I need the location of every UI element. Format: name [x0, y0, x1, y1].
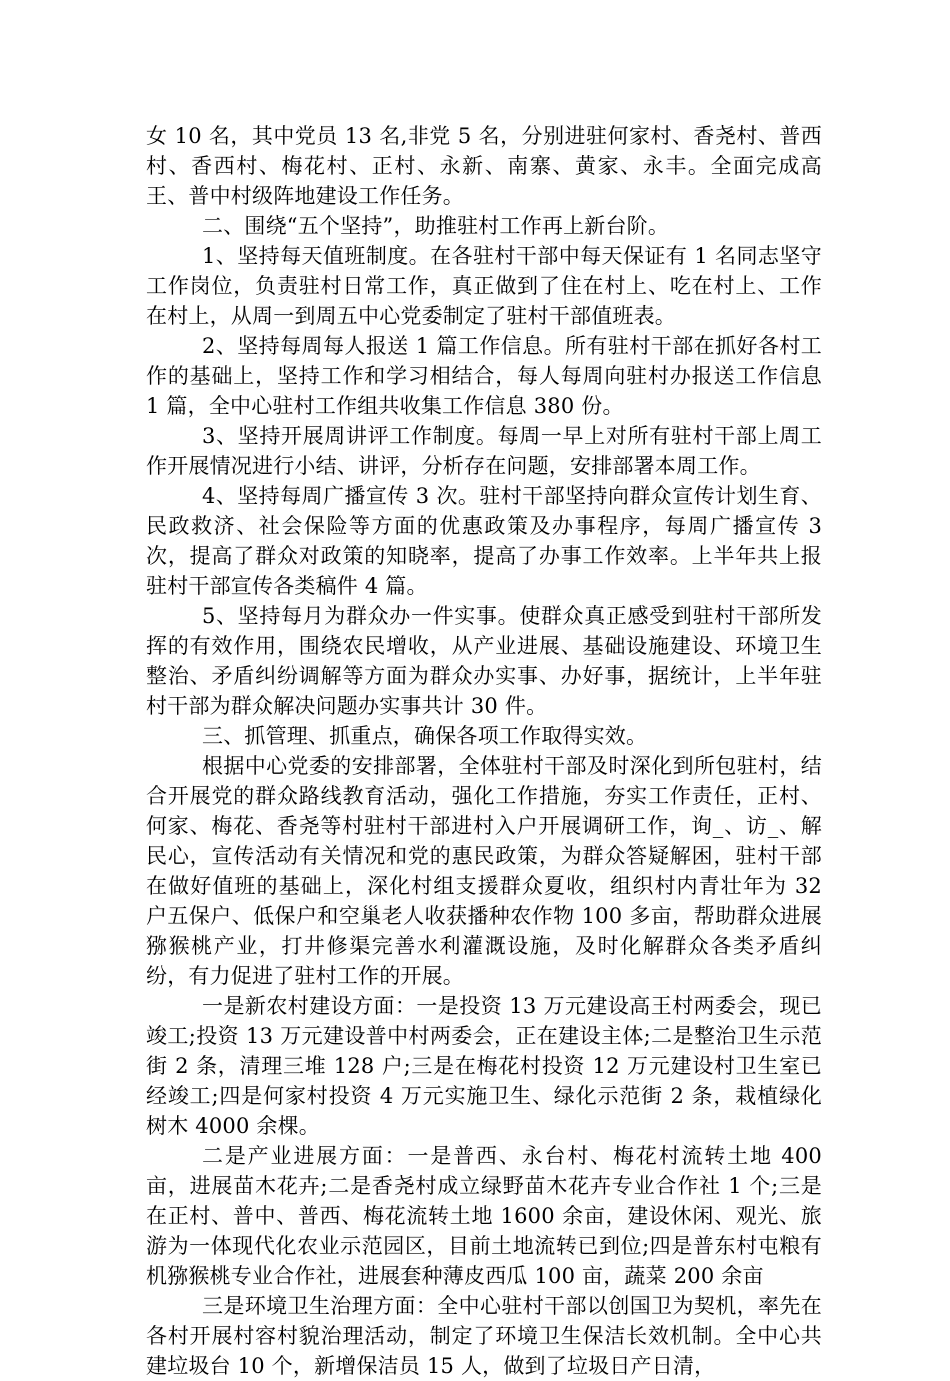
paragraph-environment: 三是环境卫生治理方面：全中心驻村干部以创国卫为契机，率先在各村开展村容村貌治理活动，制定了环境卫生保洁长效机制。全中心共建垃圾台 10 个，新增保洁员 15 人，做到了垃圾日产日清， [146, 1294, 822, 1378]
paragraph-deployment: 根据中心党委的安排部署，全体驻村干部及时深化到所包驻村，结合开展党的群众路线教育活动，强化工作措施，夯实工作责任，正村、何家、梅花、香尧等村驻村干部进村入户开展调研工作，询_、访_、解民心，宣传活动有关情况和党的惠民政策，为群众答疑解困，驻村干部在做好值班的基础上，深化村组支援群众夏收，组织村内青壮年为 32 户五保户、低保户和空巢老人收获播种农作物 100 多亩，帮助群众进展猕猴桃产业，打井修渠完善水利灌溉设施，及时化解群众各类矛盾纠纷，有力促进了驻村工作的开展。 [146, 754, 822, 988]
section-heading-two: 二、围绕“五个坚持”，助推驻村工作再上新台阶。 [202, 214, 670, 238]
paragraph-broadcast: 4、坚持每周广播宣传 3 次。驻村干部坚持向群众宣传计划生育、民政救济、社会保险等方面的优惠政策及办事程序，每周广播宣传 3 次，提高了群众对政策的知晓率，提高了办事工作效率。上半年共上报驻村干部宣传各类稿件 4 篇。 [146, 484, 822, 598]
paragraph-monthly-deed: 5、坚持每月为群众办一件实事。使群众真正感受到驻村干部所发挥的有效作用，围绕农民增收，从产业进展、基础设施建设、环境卫生整治、矛盾纠纷调解等方面为群众办实事、办好事，据统计，上半年驻村干部为群众解决问题办实事共计 30 件。 [146, 604, 822, 718]
paragraph-weekly-review: 3、坚持开展周讲评工作制度。每周一早上对所有驻村干部上周工作开展情况进行小结、讲评，分析存在问题，安排部署本周工作。 [146, 424, 822, 478]
paragraph-industry: 二是产业进展方面：一是普西、永台村、梅花村流转土地 400 亩，进展苗木花卉;二是香尧村成立绿野苗木花卉专业合作社 1 个;三是在正村、普中、普西、梅花流转土地 1600 余亩，建设休闲、观光、旅游为一体现代化农业示范园区，目前土地流转已到位;四是普东村屯粮有机猕猴桃专业合作社，进展套种薄皮西瓜 100 亩，蔬菜 200 余亩 [146, 1144, 822, 1288]
section-heading-three: 三、抓管理、抓重点，确保各项工作取得实效。 [202, 724, 648, 748]
paragraph-new-village: 一是新农村建设方面：一是投资 13 万元建设高王村两委会，现已竣工;投资 13 万元建设普中村两委会，正在建设主体;二是整治卫生示范街 2 条，清理三堆 128 户;三是在梅花村投资 12 万元建设村卫生室已经竣工;四是何家村投资 4 万元实施卫生、绿化示范街 2 条，栽植绿化树木 4000 余棵。 [146, 994, 822, 1138]
paragraph-duty-system: 1、坚持每天值班制度。在各驻村干部中每天保证有 1 名同志坚守工作岗位，负责驻村日常工作，真正做到了住在村上、吃在村上、工作在村上，从周一到周五中心党委制定了驻村干部值班表。 [146, 244, 822, 328]
document-body [146, 121, 822, 1381]
paragraph-intro: 女 10 名，其中党员 13 名,非党 5 名，分别进驻何家村、香尧村、普西村、香西村、梅花村、正村、永新、南寨、黄家、永丰。全面完成高王、普中村级阵地建设工作任务。 [146, 124, 822, 208]
paragraph-weekly-info: 2、坚持每周每人报送 1 篇工作信息。所有驻村干部在抓好各村工作的基础上，坚持工作和学习相结合，每人每周向驻村办报送工作信息 1 篇，全中心驻村工作组共收集工作信息 380 份。 [146, 334, 822, 418]
